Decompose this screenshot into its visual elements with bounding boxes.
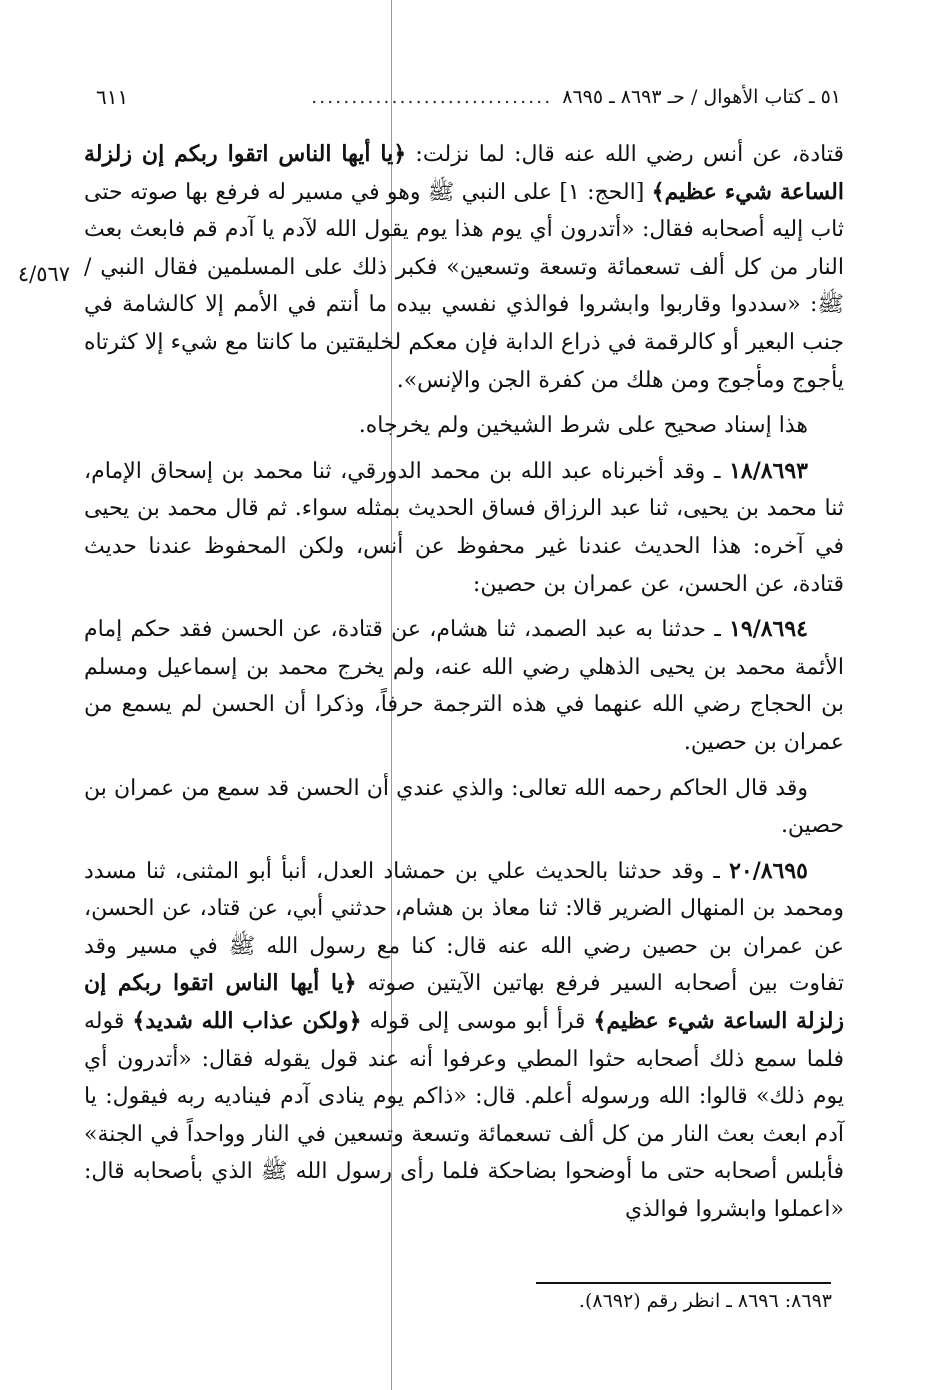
paragraph bbox=[84, 453, 844, 603]
paragraph bbox=[84, 136, 844, 399]
text-segment: وقد قال الحاكم رحمه الله تعالى: والذي عندي أن الحسن قد سمع من عمران بن حصين. bbox=[84, 775, 844, 839]
main-text bbox=[84, 136, 844, 1237]
text-segment: قوله فلما سمع ذلك أصحابه حثوا المطي وعرفوا أنه عند قول يقوله فقال: «أتدرون أي يوم ذلك» قالوا: الله ورسوله أعلم. قال: «ذاكم يوم ينادى آدم فيناديه ربه فيقول: يا آدم ابعث بعث النار من كل ألف تسعمائة وتسعة وتسعين في النار وواحداً في الجنة» فأبلس أصحابه حتى ما أوضحوا بضاحكة فلما رأى رسول الله ﷺ الذي بأصحابه قال: «اعملوا وابشروا فوالذي bbox=[84, 1009, 844, 1223]
paragraph bbox=[84, 770, 844, 845]
bold-text-segment: ﴿يا أيها الناس اتقوا ربكم إن زلزلة الساعة شيء عظيم﴾ bbox=[84, 970, 845, 1035]
footnote-rule bbox=[536, 1282, 831, 1284]
text-segment: هذا إسناد صحيح على شرط الشيخين ولم يخرجاه. bbox=[358, 413, 808, 439]
text-segment: ـ حدثنا به عبد الصمد، ثنا هشام، عن قتادة، عن الحسن فقد حكم إمام الأئمة محمد بن يحيى الذهلي رضي الله عنه، ولم يخرج محمد بن إسماعيل ومسلم بن الحجاج رضي الله عنهما في هذه الترجمة حرفاً، وذكرا أن الحسن لم يسمع من عمران بن حصين. bbox=[84, 617, 844, 755]
bold-text-segment: ﴿يا أيها الناس اتقوا ربكم إن زلزلة الساعة شيء عظيم﴾ bbox=[84, 141, 844, 205]
running-header bbox=[96, 80, 841, 114]
text-segment: قرأ أبو موسى إلى قوله bbox=[361, 1009, 594, 1035]
paragraph bbox=[84, 853, 844, 1229]
text-segment: ـ وقد أخبرناه عبد الله بن محمد الدورقي، ثنا محمد بن إسحاق الإمام، ثنا محمد بن يحيى، ثنا عبد الرزاق فساق الحديث بمثله سواء. ثم قال محمد بن يحيى في آخره: هذا الحديث عندنا غير محفوظ عن أنس، ولكن المحفوظ عندنا حديث قتادة، عن الحسن، عن عمران بن حصين: bbox=[84, 458, 844, 597]
bold-text-segment: ٢٠/٨٦٩٥ bbox=[729, 857, 808, 884]
bold-text-segment: ﴿ولكن عذاب الله شديد﴾ bbox=[132, 1008, 362, 1035]
footnote: ٨٦٩٣: ٨٦٩٦ ـ انظر رقم (٨٦٩٢). bbox=[578, 1290, 832, 1312]
margin-reference: ٤/٥٦٧ bbox=[17, 262, 71, 286]
text-segment: ـ وقد حدثنا بالحديث علي بن حمشاد العدل، أنبأ أبو المثنى، ثنا مسدد ومحمد بن المنهال الضرير قالا: ثنا معاذ بن هشام، حدثني أبي، عن قتاد، عن الحسن، عن عمران بن حصين رضي الله عنه قال: كنا مع رسول الله ﷺ في مسير وقد تفاوت بين أصحابه السير فرفع بهاتين الآيتين صوته bbox=[84, 858, 844, 997]
text-segment: قتادة، عن أنس رضي الله عنه قال: لما نزلت: bbox=[406, 142, 844, 167]
paragraph bbox=[84, 407, 844, 445]
text-segment: [الحج: ١] على النبي ﷺ وهو في مسير له فرفع بها صوته حتى ثاب إليه أصحابه فقال: «أتدرون أي يوم هذا يوم يقول الله لآدم يا آدم قم فابعث بعث النار من كل ألف تسعمائة وتسعة وتسعين» فكبر ذلك على المسلمين فقال النبي / ﷺ: «سددوا وقاربوا وابشروا فوالذي نفسي بيده ما أنتم في الأمم إلا كالشامة في جنب البعير أو كالرقمة في ذراع الدابة فإن معكم لخليقتين ما كانتا مع شيء إلا كثرتاه يأجوج ومأجوج ومن هلك من كفرة الجن والإنس». bbox=[84, 179, 844, 393]
paragraph bbox=[84, 611, 844, 761]
header-leader-dots: .............................. bbox=[311, 86, 553, 108]
bold-text-segment: ١٩/٨٦٩٤ bbox=[729, 616, 808, 643]
bold-text-segment: ١٨/٨٦٩٣ bbox=[729, 457, 808, 484]
page-number: ٦١١ bbox=[96, 85, 129, 109]
header-title: ٥١ ـ كتاب الأهوال / حـ ٨٦٩٣ ـ ٨٦٩٥ bbox=[562, 86, 841, 108]
